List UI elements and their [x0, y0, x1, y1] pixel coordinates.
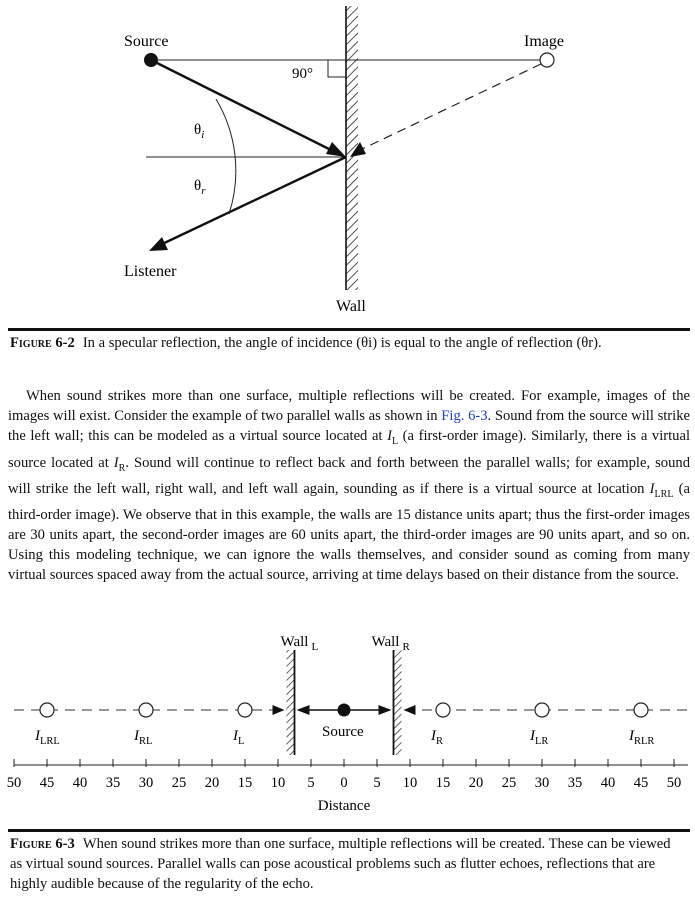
image-source-label: $I_{LR}$	[530, 728, 549, 747]
body-text-2: . Sound from the source will strike the left wall; this can be modeled as a virtual source located at	[8, 408, 690, 445]
distance-tick-label: 50	[6, 775, 22, 791]
right-angle-label: 90°	[292, 66, 313, 82]
ir-subscript: R	[118, 462, 126, 474]
reflected-ray	[158, 157, 346, 246]
body-paragraph	[8, 386, 690, 586]
image-label: Image	[524, 33, 564, 50]
reflected-arrowhead	[149, 237, 168, 251]
figure-6-3	[0, 620, 695, 820]
distance-tick-label: 25	[501, 775, 517, 791]
image-dashed-ray	[360, 64, 541, 150]
distance-tick-label: 30	[534, 775, 550, 791]
figure-6-2	[0, 0, 695, 325]
figure-6-2-label: Figure 6-2	[10, 335, 75, 351]
il-subscript: L	[391, 436, 399, 448]
image-source-circle	[40, 703, 54, 717]
ir-symbol: I	[113, 454, 119, 471]
figure-6-3-caption	[10, 834, 682, 894]
source-label: Source	[322, 724, 364, 740]
distance-tick-label: 40	[600, 775, 616, 791]
figure-6-2-caption	[10, 333, 682, 353]
ilrl-subscript: LRL	[654, 488, 674, 500]
distance-tick-label: 35	[567, 775, 583, 791]
incoming-arrowhead-left	[273, 705, 285, 715]
image-source-label: $I_L$	[233, 728, 245, 747]
distance-tick-label: 25	[171, 775, 187, 791]
distance-tick-label: 30	[138, 775, 154, 791]
distance-tick-label: 15	[435, 775, 451, 791]
caption-rule-6-3	[8, 829, 690, 832]
image-source-label: $I_{RLR}$	[629, 728, 655, 747]
theta-i-label: $\theta_i$	[194, 122, 205, 141]
distance-tick-label: 0	[340, 775, 348, 791]
distance-tick-label: 10	[270, 775, 286, 791]
figure-6-2-caption-text: In a specular reflection, the angle of incidence (θi) is equal to the angle of reflection (θr).	[82, 335, 602, 351]
distance-tick-label: 20	[468, 775, 484, 791]
wall-hatch-right	[394, 650, 402, 755]
image-source-label: $I_R$	[431, 728, 444, 747]
wall-label: Wall	[336, 298, 366, 315]
distance-tick-label: 15	[237, 775, 253, 791]
figure-6-3-label: Figure 6-3	[10, 836, 75, 852]
image-source-circle	[535, 703, 549, 717]
distance-tick-label: 10	[402, 775, 418, 791]
theta-r-label: $\theta_r$	[194, 178, 206, 197]
image-source-label: $I_{RL}$	[134, 728, 153, 747]
incident-arrowhead	[326, 142, 346, 157]
distance-tick-label: 5	[307, 775, 315, 791]
image-source-circle	[634, 703, 648, 717]
wall-left-label: Wall $_L$	[280, 634, 319, 653]
right-angle-marker	[328, 60, 346, 77]
distance-tick-label: 5	[373, 775, 381, 791]
figure-6-3-caption-text: When sound strikes more than one surface, multiple reflections will be created. These can be viewed as virtual sound sources. Parallel walls can pose acoustical problems such as flutter echoes, reflections that are highly audible because of the regularity of the echo.	[10, 836, 671, 892]
distance-tick-label: 50	[666, 775, 682, 791]
image-source-circle	[139, 703, 153, 717]
image-source-label: $I_{LRL}$	[35, 728, 60, 747]
source-label: Source	[124, 33, 169, 50]
body-text-3: (a first-order image). Similarly, there is a virtual source located at	[8, 428, 691, 471]
image-source-circle	[238, 703, 252, 717]
listener-label: Listener	[124, 263, 177, 280]
distance-tick-label: 45	[633, 775, 649, 791]
image-circle	[540, 53, 554, 67]
body-text-4: . Sound will continue to reflect back and forth between the parallel walls; for example, sound will strike the left wall, right wall, and left wall again, sounding as if there is a virtual source at location	[8, 454, 690, 497]
distance-axis-label: Distance	[317, 798, 371, 814]
il-symbol: I	[387, 428, 392, 445]
ilrl-symbol: I	[649, 480, 655, 497]
distance-tick-label: 40	[72, 775, 88, 791]
body-text-1: When sound strikes more than one surface, multiple reflections will be created. For example, images of the images will exist. Consider the example of two parallel walls as shown in	[8, 388, 690, 425]
incoming-arrowhead-right	[404, 705, 416, 715]
distance-tick-label: 45	[39, 775, 55, 791]
figure-reference-link[interactable]: Fig. 6-3	[441, 408, 488, 425]
image-source-circle	[436, 703, 450, 717]
body-text-5: (a third-order image). We observe that in this example, the walls are 15 distance units apart; thus the first-order images are 30 units apart, the second-order images are 60 units apart, the third-order images are 90 units apart, and so on. Using this modeling technique, we can ignore the walls themselves, and consider sound as coming from many virtual sources spaced away from the actual source, arriving at time delays based on their distance from the source.	[8, 480, 690, 584]
wall-right-label: Wall $_R$	[371, 634, 410, 653]
distance-tick-label: 20	[204, 775, 220, 791]
source-dot	[338, 704, 351, 717]
distance-tick-label: 35	[105, 775, 121, 791]
caption-rule-6-2	[8, 328, 690, 331]
wall-hatch-left	[287, 650, 295, 755]
